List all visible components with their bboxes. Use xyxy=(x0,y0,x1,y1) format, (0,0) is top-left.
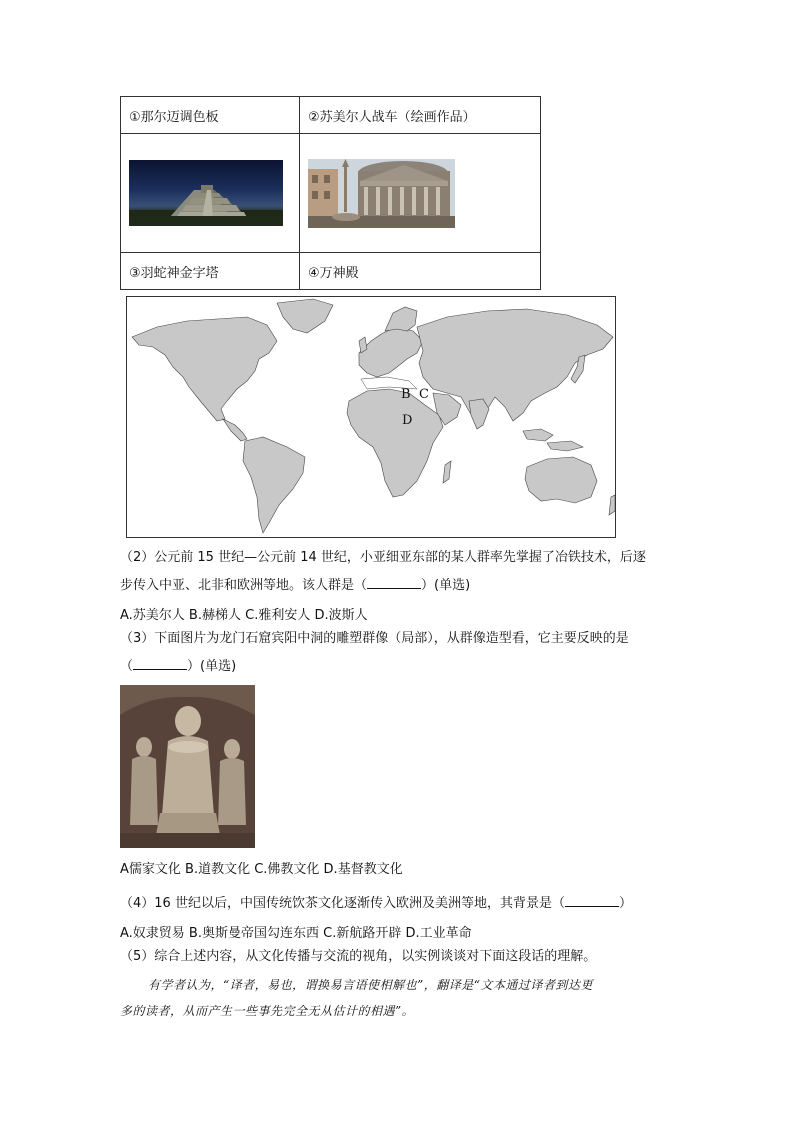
q5-quote-line2: 多的读者，从而产生一些事先完全无从估计的相遇”。 xyxy=(120,1004,415,1018)
q4-options: A.奴隶贸易 B.奥斯曼帝国勾连东西 C.新航路开辟 D.工业革命 xyxy=(120,926,472,941)
q3-line2 xyxy=(120,657,236,676)
q3-line1: （3）下面图片为龙门石窟宾阳中洞的雕塑群像（局部），从群像造型看，它主要反映的是 xyxy=(120,631,629,646)
q4-line1 xyxy=(120,894,632,913)
q3-line2-suffix: ）(单选) xyxy=(187,659,237,674)
pantheon-drawing xyxy=(308,159,455,228)
q2-line2 xyxy=(120,576,470,595)
pyramid-drawing xyxy=(129,160,283,226)
pyramid-photo xyxy=(129,160,283,226)
cell-label-2: ②苏美尔人战车（绘画作品） xyxy=(308,109,476,125)
table-cell-pantheon-image xyxy=(300,134,541,253)
q2-line2-suffix: ）(单选) xyxy=(421,578,471,593)
image-table xyxy=(120,96,541,290)
world-map xyxy=(126,296,616,538)
world-map-drawing xyxy=(127,297,615,537)
q2-options: A.苏美尔人 B.赫梯人 C.雅利安人 D.波斯人 xyxy=(120,608,368,623)
longmen-grotto-photo xyxy=(120,685,255,848)
cell-label-4: ④万神殿 xyxy=(308,265,359,281)
pantheon-photo xyxy=(308,159,455,228)
table-cell-narmer xyxy=(121,97,300,134)
map-label-c: C xyxy=(419,387,429,402)
q5-quote-line1: 有学者认为，“译者，易也，谓换易言语使相解也”，翻译是“文本通过译者到达更 xyxy=(148,978,593,992)
q5-line1: （5）综合上述内容，从文化传播与交流的视角，以实例谈谈对下面这段话的理解。 xyxy=(120,949,597,964)
q2-answer-blank[interactable] xyxy=(367,576,421,589)
q3-line2-text: （ xyxy=(120,659,134,674)
q3-answer-blank[interactable] xyxy=(133,657,187,670)
q3-options: A儒家文化 B.道教文化 C.佛教文化 D.基督教文化 xyxy=(120,862,403,877)
q4-line1-text: （4）16 世纪以后，中国传统饮茶文化逐渐传入欧洲及美洲等地，其背景是（ xyxy=(120,896,565,911)
map-label-b: B xyxy=(401,387,411,402)
table-cell-pantheon xyxy=(300,253,541,290)
cell-label-3: ③羽蛇神金字塔 xyxy=(129,265,219,281)
table-cell-feathered-serpent xyxy=(121,253,300,290)
q4-answer-blank[interactable] xyxy=(565,894,619,907)
map-label-d: D xyxy=(402,413,413,428)
q2-line1: （2）公元前 15 世纪—公元前 14 世纪，小亚细亚东部的某人群率先掌握了冶铁技术，后逐 xyxy=(120,550,646,565)
table-cell-pyramid-image xyxy=(121,134,300,253)
grotto-drawing xyxy=(120,685,255,848)
table-cell-sumer xyxy=(300,97,541,134)
cell-label-1: ①那尔迈调色板 xyxy=(129,109,219,125)
q2-line2-text: 步传入中亚、北非和欧洲等地。该人群是（ xyxy=(120,578,368,593)
q4-line1-suffix: ） xyxy=(618,896,632,911)
